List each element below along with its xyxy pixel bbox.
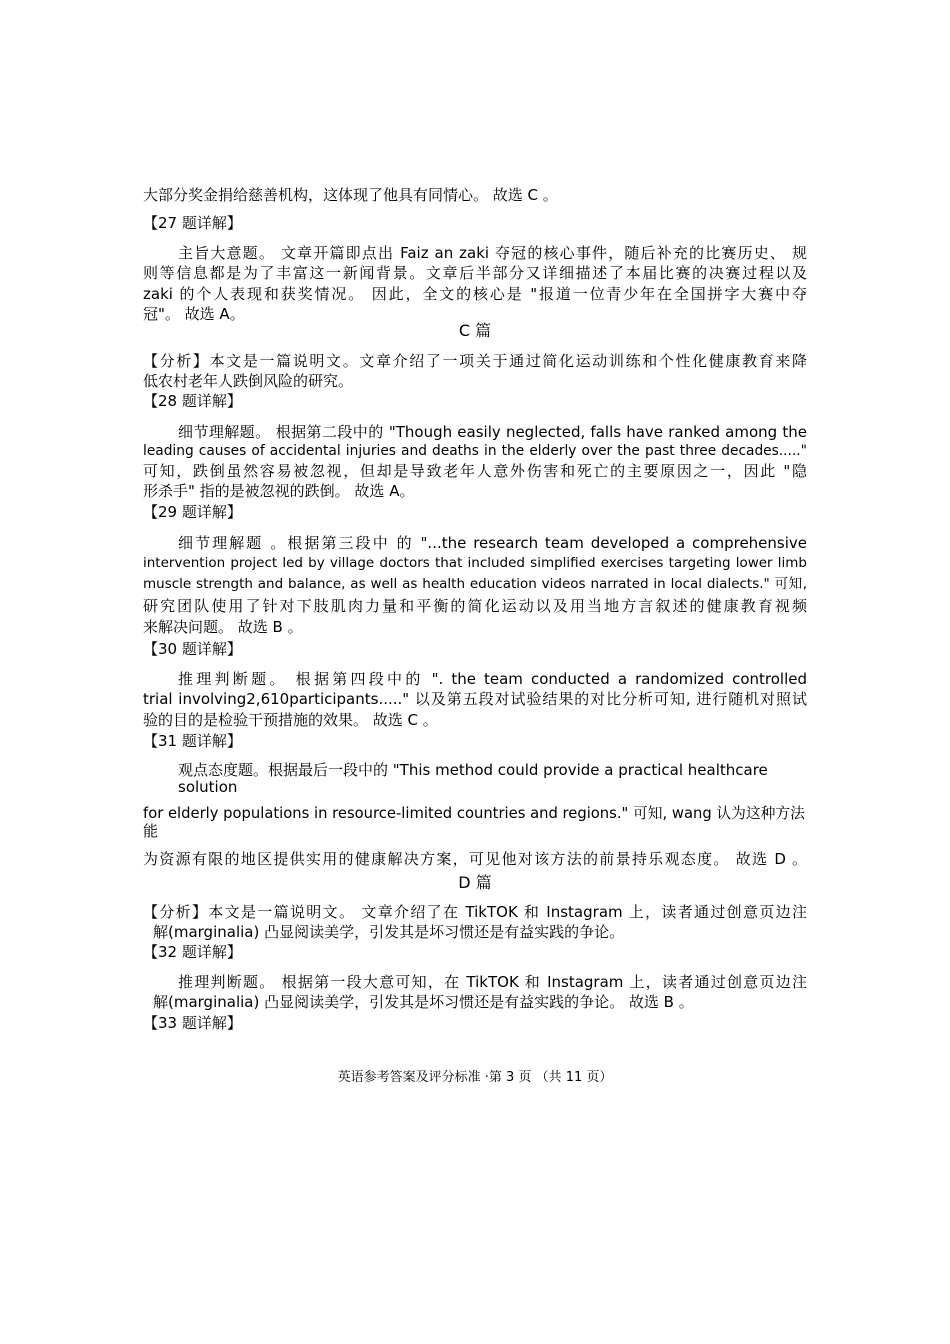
question-29-heading: 【29 题详解】 [143,503,242,521]
q29-explanation-line-1: 细节理解题 。根据第三段中 的 "...the research team developed a comprehensive [178,534,807,552]
q29-explanation-line-3: muscle strength and balance, as well as health education videos narrated in local dialects." 可知, [143,576,807,592]
q29-explanation-line-4: 研究团队使用了针对下肢肌肉力量和平衡的简化运动以及用当地方言叙述的健康教育视频 [143,597,807,615]
answer-26-tail: 大部分奖金捐给慈善机构，这体现了他具有同情心。 故选 C 。 [143,186,558,204]
question-27-heading: 【27 题详解】 [143,214,242,232]
section-c-title: C 篇 [458,321,492,340]
q30-explanation-line-2: trial involving2,610participants....." 以及第五段对试验结果的对比分析可知, 进行随机对照试 [143,690,807,708]
q28-explanation-line-1: 细节理解题。 根据第二段中的 "Though easily neglected, falls have ranked among the [178,423,807,441]
section-d-analysis-line-1: 【分析】本文是一篇说明文。 文章介绍了在 TikTOK 和 Instagram 上，读者通过创意页边注 [143,903,807,921]
question-28-heading: 【28 题详解】 [143,392,242,410]
q31-explanation-line-3: for elderly populations in resource-limited countries and regions." 可知, wang 认为这种方法 [143,805,805,822]
section-d-analysis-line-2: 解(marginalia) 凸显阅读美学，引发其是坏习惯还是有益实践的争论。 [153,923,625,941]
q31-explanation-line-1: 观点态度题。根据最后一段中的 "This method could provide a practical healthcare [178,761,768,779]
q28-explanation-line-4: 形杀手" 指的是被忽视的跌倒。 故选 A。 [143,482,415,500]
q27-explanation-line-1: 主旨大意题。 文章开篇即点出 Faiz an zaki 夺冠的核心事件，随后补充的比赛历史、 规 [178,244,807,262]
q32-explanation-line-2: 解(marginalia) 凸显阅读美学，引发其是坏习惯还是有益实践的争论。 故选 B 。 [153,993,694,1011]
question-32-heading: 【32 题详解】 [143,943,242,961]
q29-explanation-line-5: 来解决问题。 故选 B 。 [143,618,303,636]
section-c-analysis-line-1: 【分析】本文是一篇说明文。文章介绍了一项关于通过简化运动训练和个性化健康教育来降 [143,352,807,370]
q31-explanation-line-5: 为资源有限的地区提供实用的健康解决方案，可见他对该方法的前景持乐观态度。 故选 D 。 [143,850,807,868]
question-31-heading: 【31 题详解】 [143,732,242,750]
q31-explanation-line-2: solution [178,778,238,796]
question-33-heading: 【33 题详解】 [143,1014,242,1032]
section-d-title: D 篇 [458,873,492,892]
q29-explanation-line-2: intervention project led by village doctors that included simplified exercises targeting lower limb [143,555,807,571]
q28-explanation-line-2: leading causes of accidental injuries and deaths in the elderly over the past three decades....." [143,443,807,459]
q30-explanation-line-1: 推理判断题。 根据第四段中的 ". the team conducted a randomized controlled [178,670,807,688]
q30-explanation-line-3: 验的目的是检验干预措施的效果。 故选 C 。 [143,711,438,729]
q27-explanation-line-3: zaki 的个人表现和获奖情况。 因此，全文的核心是 "报道一位青少年在全国拼字大赛中夺 [143,285,807,303]
q28-explanation-line-3: 可知，跌倒虽然容易被忽视，但却是导致老年人意外伤害和死亡的主要原因之一，因此 "隐 [143,462,807,480]
q31-explanation-line-4: 能 [143,822,159,840]
q27-explanation-line-4: 冠"。 故选 A。 [143,305,245,323]
q27-explanation-line-2: 则等信息都是为了丰富这一新闻背景。文章后半部分又详细描述了本届比赛的决赛过程以及 [143,264,807,282]
section-c-analysis-line-2: 低农村老年人跌倒风险的研究。 [143,372,354,390]
question-30-heading: 【30 题详解】 [143,640,242,658]
page-footer: 英语参考答案及评分标准 ·第 3 页 （共 11 页） [337,1070,613,1085]
q32-explanation-line-1: 推理判断题。 根据第一段大意可知，在 TikTOK 和 Instagram 上，读者通过创意页边注 [178,973,807,991]
